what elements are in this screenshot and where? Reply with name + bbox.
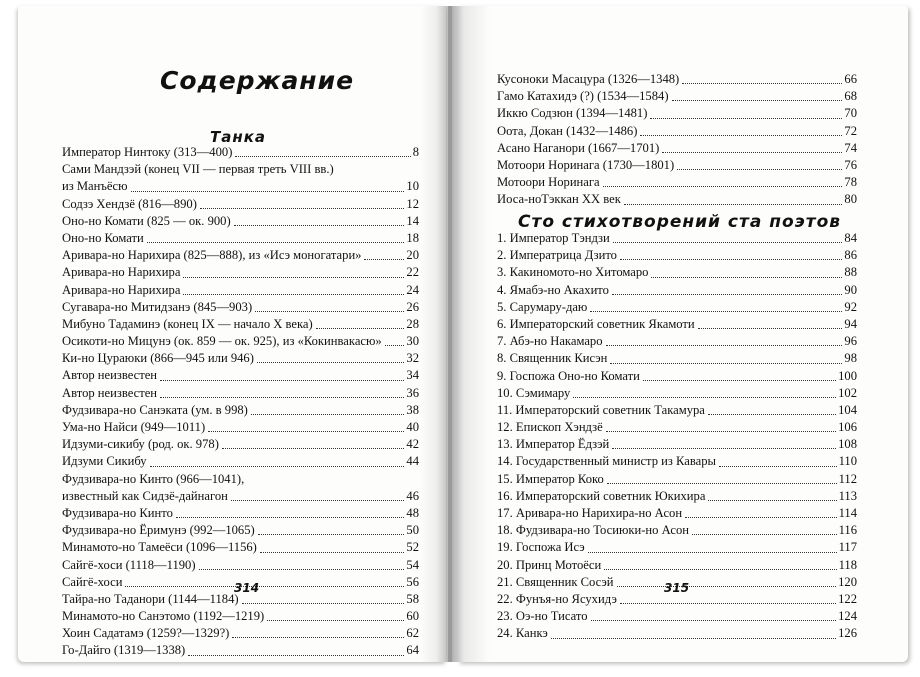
toc-entry-page: 32 <box>406 351 419 366</box>
toc-entry <box>497 505 857 522</box>
toc-entry-page: 56 <box>406 574 419 589</box>
toc-entry-page: 66 <box>844 72 857 86</box>
dot-leader <box>183 277 404 278</box>
dot-leader <box>385 345 405 346</box>
toc-entry-title: 8. Священник Кисэн <box>497 351 608 366</box>
toc-entry <box>497 316 857 333</box>
toc-entry-page: 68 <box>844 89 857 104</box>
toc-entry <box>62 196 419 213</box>
dot-leader <box>662 152 842 153</box>
dot-leader <box>590 311 842 312</box>
toc-entry <box>62 402 419 419</box>
dot-leader <box>125 586 404 587</box>
toc-entry <box>497 402 857 419</box>
toc-entry-page: 88 <box>844 265 857 280</box>
toc-entry-title: 14. Государственный министр из Кавары <box>497 454 716 469</box>
toc-entry <box>62 539 419 556</box>
toc-entry-page: 116 <box>838 523 857 538</box>
toc-entry <box>62 213 419 230</box>
dot-leader <box>610 363 842 364</box>
toc-entry-page: 64 <box>406 643 419 658</box>
toc-entry-title: Аривара-но Нарихира <box>62 282 181 297</box>
toc-entry-title: Сами Мандзэй (конец VII — первая треть VIII вв.) <box>62 162 334 177</box>
toc-entry-title: Мибуно Тадаминэ (конец IX — начало X века) <box>62 316 313 331</box>
toc-entry-title: Фудзивара-но Кинто <box>62 505 173 520</box>
toc-entry-title: Мотоори Норинага <box>497 175 600 190</box>
toc-entry-title: Фудзивара-но Ёримунэ (992—1065) <box>62 523 255 538</box>
toc-entry-title: 3. Какиномото-но Хитомаро <box>497 265 649 280</box>
toc-entry <box>497 123 857 140</box>
contents-title: Содержание <box>160 66 355 95</box>
dot-leader <box>242 603 405 604</box>
dot-leader <box>708 414 836 415</box>
dot-leader <box>147 242 405 243</box>
toc-entry <box>497 436 857 453</box>
toc-entry-title: Осикоти-но Мицунэ (ок. 859 — ок. 925), из «Кокинвакасю» <box>62 334 382 349</box>
dot-leader <box>551 638 836 639</box>
toc-entry-page: 74 <box>844 140 857 155</box>
toc-entry-page: 14 <box>406 213 419 228</box>
toc-entry-title: 23. Оэ-но Тисато <box>497 609 588 624</box>
toc-entry-title: 7. Абэ-но Накамаро <box>497 334 603 349</box>
toc-entry-page: 113 <box>838 488 857 503</box>
toc-entry <box>62 625 419 642</box>
dot-leader <box>231 500 405 501</box>
toc-entry <box>497 282 857 299</box>
toc-entry-title: 17. Аривара-но Нарихира-но Асон <box>497 506 683 520</box>
toc-entry-page: 44 <box>406 454 419 469</box>
toc-entry-title: из Манъёсю <box>62 179 128 194</box>
dot-leader <box>650 118 842 119</box>
dot-leader <box>620 603 836 604</box>
toc-entry-page: 110 <box>838 454 857 469</box>
toc-entry-page: 80 <box>844 192 857 207</box>
toc-entry <box>497 350 857 367</box>
dot-leader <box>222 448 405 449</box>
dot-leader <box>364 259 404 260</box>
toc-entry-page: 112 <box>838 471 857 486</box>
toc-entry-page: 54 <box>406 557 419 572</box>
toc-entry <box>62 385 419 402</box>
toc-entry-page: 22 <box>406 265 419 280</box>
dot-leader <box>698 328 843 329</box>
dot-leader <box>232 637 404 638</box>
toc-entry <box>62 282 419 299</box>
toc-entry-title: Содзэ Хендзё (816—890) <box>62 196 197 211</box>
dot-leader <box>677 169 842 170</box>
toc-entry-page: 60 <box>406 609 419 624</box>
toc-entry <box>497 88 857 105</box>
dot-leader <box>160 397 404 398</box>
dot-leader <box>150 466 405 467</box>
dot-leader <box>617 586 837 587</box>
toc-entry-title: Автор неизвестен <box>62 368 158 383</box>
dot-leader <box>591 620 837 621</box>
toc-entry-page: 108 <box>838 437 857 452</box>
toc-entry-page: 46 <box>406 488 419 503</box>
toc-entry-title: Гамо Катахидэ (?) (1534—1584) <box>497 89 669 104</box>
toc-entry-title: 4. Ямабэ-но Акахито <box>497 282 609 297</box>
toc-entry-title: 18. Фудзивара-но Тосиюки-но Асон <box>497 523 689 538</box>
dot-leader <box>131 191 405 192</box>
dot-leader <box>643 380 836 381</box>
toc-entry-title: Асано Наганори (1667—1701) <box>497 140 660 155</box>
toc-entry-page: 62 <box>406 626 419 641</box>
section-title-tanka: Танка <box>210 128 267 146</box>
dot-leader <box>199 569 405 570</box>
toc-entry <box>497 522 857 539</box>
toc-entry <box>62 178 419 195</box>
toc-entry-title: Аривара-но Нарихира (825—888), из «Исэ моногатари» <box>62 248 362 263</box>
toc-entry <box>62 419 419 436</box>
toc-entry-page: 96 <box>844 334 857 349</box>
toc-entry-title: 21. Священник Сосэй <box>497 574 614 589</box>
toc-entry <box>62 642 419 659</box>
toc-entry-page: 18 <box>406 230 419 245</box>
toc-entry <box>497 471 857 488</box>
toc-entry-page: 126 <box>838 626 857 641</box>
toc-entry-title: Фудзивара-но Кинто (966—1041), <box>62 471 245 486</box>
dot-leader <box>183 294 404 295</box>
toc-entry-title: Аривара-но Нарихира <box>62 265 181 280</box>
toc-entry-title: 20. Принц Мотоёси <box>497 557 602 572</box>
dot-leader <box>604 569 836 570</box>
toc-entry-title: 15. Император Коко <box>497 471 604 486</box>
toc-entry-title: Император Нинтоку (313—400) <box>62 145 233 159</box>
toc-entry-page: 24 <box>406 282 419 297</box>
toc-entry-title: Иккю Содзюн (1394—1481) <box>497 106 648 121</box>
toc-entry-page: 92 <box>844 299 857 314</box>
toc-entry-title: Оно-но Комати (825 — ок. 900) <box>62 213 231 228</box>
toc-entry-title: 10. Сэмимару <box>497 385 571 400</box>
toc-entry <box>62 436 419 453</box>
toc-entry-title: 13. Император Ёдзэй <box>497 437 610 452</box>
toc-entry-title: Ки-но Цураюки (866—945 или 946) <box>62 351 254 366</box>
dot-leader <box>588 552 837 553</box>
toc-entry-title: Сугавара-но Митидзанэ (845—903) <box>62 299 253 314</box>
toc-entry-title: Го-Дайго (1319—1338) <box>62 643 186 658</box>
dot-leader <box>188 655 404 656</box>
toc-entry <box>497 453 857 470</box>
toc-entry <box>497 71 857 88</box>
dot-leader <box>719 466 837 467</box>
dot-leader <box>620 259 842 260</box>
toc-entry <box>62 247 419 264</box>
toc-entry-page: 58 <box>406 591 419 606</box>
dot-leader <box>692 534 837 535</box>
toc-entry-title: Сайгё-хоси (1118—1190) <box>62 557 196 572</box>
toc-entry-title: Минамото-но Санэтомо (1192—1219) <box>62 609 265 624</box>
toc-entry-page: 38 <box>406 402 419 417</box>
toc-entry-page: 50 <box>406 523 419 538</box>
toc-entry <box>497 105 857 122</box>
toc-entry-title: Идзуми Сикибу <box>62 454 147 469</box>
toc-entry <box>62 350 419 367</box>
toc-entry-page: 106 <box>838 420 857 435</box>
toc-list-right-top <box>497 71 857 209</box>
toc-entry-page: 98 <box>844 351 857 366</box>
toc-entry-page: 52 <box>406 540 419 555</box>
toc-entry-page: 40 <box>406 420 419 434</box>
dot-leader <box>208 431 404 432</box>
toc-entry-title: Ума-но Найси (949—1011) <box>62 420 206 434</box>
toc-entry <box>497 488 857 505</box>
toc-entry-page: 122 <box>838 591 857 606</box>
toc-entry <box>497 140 857 157</box>
toc-entry <box>497 157 857 174</box>
toc-entry-page: 34 <box>406 368 419 383</box>
toc-entry-page: 76 <box>844 157 857 172</box>
toc-entry <box>62 161 419 178</box>
dot-leader <box>640 135 842 136</box>
toc-entry-title: 11. Императорский советник Такамура <box>497 402 705 417</box>
toc-entry-title: Сайгё-хоси <box>62 574 123 589</box>
toc-entry-title: Минамото-но Тамеёси (1096—1156) <box>62 540 257 555</box>
toc-entry-title: 6. Императорский советник Якамоти <box>497 316 695 331</box>
toc-entry <box>497 191 857 208</box>
dot-leader <box>612 448 836 449</box>
toc-entry <box>62 144 419 161</box>
toc-entry <box>497 247 857 264</box>
toc-entry-title: Мотоори Норинага (1730—1801) <box>497 157 675 172</box>
toc-entry-page: 84 <box>844 231 857 245</box>
toc-entry-page: 42 <box>406 437 419 452</box>
toc-entry-page: 72 <box>844 123 857 138</box>
toc-entry <box>62 316 419 333</box>
toc-entry-title: 2. Императрица Дзито <box>497 248 617 263</box>
toc-entry <box>62 505 419 522</box>
toc-entry-page: 117 <box>838 540 857 555</box>
page-number-left: 314 <box>234 581 260 595</box>
dot-leader <box>260 552 405 553</box>
toc-entry-page: 94 <box>844 316 857 331</box>
toc-entry-title: 9. Госпожа Оно-но Комати <box>497 368 640 383</box>
toc-entry-page: 12 <box>406 196 419 211</box>
dot-leader <box>607 483 837 484</box>
dot-leader <box>257 362 404 363</box>
toc-entry-page: 78 <box>844 175 857 190</box>
dot-leader <box>200 208 405 209</box>
dot-leader <box>672 100 843 101</box>
toc-entry <box>497 174 857 191</box>
dot-leader <box>685 517 836 518</box>
toc-entry <box>62 522 419 539</box>
toc-entry <box>497 625 857 642</box>
toc-entry-title: известный как Сидзё-дайнагон <box>62 488 228 503</box>
dot-leader <box>603 186 843 187</box>
toc-entry <box>62 333 419 350</box>
dot-leader <box>708 500 836 501</box>
dot-leader <box>176 517 405 518</box>
toc-entry <box>497 368 857 385</box>
toc-entry-title: 24. Канкэ <box>497 626 548 641</box>
toc-entry-page: 10 <box>406 179 419 194</box>
toc-entry-page: 104 <box>838 402 857 417</box>
toc-entry <box>497 333 857 350</box>
toc-entry-page: 26 <box>406 299 419 314</box>
dot-leader <box>606 431 836 432</box>
toc-entry-page: 30 <box>406 334 419 349</box>
toc-entry-title: Иоса-ноТэккан XX век <box>497 192 621 207</box>
toc-entry-title: Тайра-но Таданори (1144—1184) <box>62 591 239 606</box>
toc-entry <box>62 471 419 488</box>
toc-entry <box>497 264 857 281</box>
dot-leader <box>606 345 843 346</box>
toc-entry-page: 20 <box>406 248 419 263</box>
dot-leader <box>573 397 836 398</box>
toc-entry-page: 90 <box>844 282 857 297</box>
toc-entry <box>497 385 857 402</box>
toc-entry-title: Идзуми-сикибу (род. ок. 978) <box>62 437 219 452</box>
toc-entry <box>62 264 419 281</box>
toc-entry-title: Автор неизвестен <box>62 385 158 400</box>
toc-entry <box>497 299 857 316</box>
book-spine <box>448 6 452 662</box>
dot-leader <box>316 328 405 329</box>
toc-entry-page: 100 <box>838 368 857 383</box>
dot-leader <box>624 204 843 205</box>
toc-entry <box>497 419 857 436</box>
toc-entry <box>62 367 419 384</box>
dot-leader <box>251 414 405 415</box>
toc-entry-title: 1. Император Тэндзи <box>497 231 610 245</box>
dot-leader <box>235 156 410 157</box>
toc-entry-page: 36 <box>406 385 419 400</box>
toc-entry-title: Фудзивара-но Санэката (ум. в 998) <box>62 402 248 417</box>
toc-entry-title: Оно-но Комати <box>62 230 144 245</box>
toc-entry-page: 124 <box>838 609 857 624</box>
toc-entry-title: 12. Епископ Хэндзё <box>497 420 603 435</box>
toc-entry <box>62 453 419 470</box>
toc-entry <box>497 539 857 556</box>
dot-leader <box>267 620 404 621</box>
toc-entry-page: 8 <box>412 145 419 159</box>
toc-entry-page: 120 <box>838 574 857 589</box>
section-title-hundred-poems: Сто стихотворений ста поэтов <box>518 212 842 232</box>
toc-entry-title: 19. Госпожа Исэ <box>497 540 585 555</box>
toc-entry-page: 114 <box>838 506 857 520</box>
toc-entry <box>497 230 857 247</box>
gutter-shadow-left <box>420 6 450 662</box>
toc-entry <box>62 488 419 505</box>
dot-leader <box>255 311 404 312</box>
dot-leader <box>160 380 404 381</box>
toc-entry <box>62 299 419 316</box>
dot-leader <box>612 294 842 295</box>
dot-leader <box>613 242 843 243</box>
toc-entry-title: Хоин Садатамэ (1259?—1329?) <box>62 626 230 641</box>
dot-leader <box>258 534 405 535</box>
toc-entry-page: 86 <box>844 248 857 263</box>
dot-leader <box>234 225 405 226</box>
toc-entry <box>497 557 857 574</box>
toc-entry <box>62 608 419 625</box>
toc-entry-title: 16. Императорский советник Юкихира <box>497 488 706 503</box>
toc-entry-title: Кусоноки Масацура (1326—1348) <box>497 72 680 86</box>
toc-entry-title: 22. Фунъя-но Ясухидэ <box>497 591 617 606</box>
page-number-right: 315 <box>664 581 690 595</box>
toc-entry-title: Оота, Докан (1432—1486) <box>497 123 638 138</box>
toc-entry <box>62 230 419 247</box>
toc-entry <box>62 557 419 574</box>
toc-entry-page: 70 <box>844 106 857 121</box>
toc-entry <box>497 608 857 625</box>
toc-entry-title: 5. Сарумару-даю <box>497 299 588 314</box>
dot-leader <box>651 277 842 278</box>
toc-entry-page: 102 <box>838 385 857 400</box>
gutter-shadow-right <box>450 6 490 662</box>
toc-entry-page: 118 <box>838 557 857 572</box>
toc-entry-page: 28 <box>406 316 419 331</box>
toc-entry-page: 48 <box>406 505 419 520</box>
dot-leader <box>682 83 842 84</box>
